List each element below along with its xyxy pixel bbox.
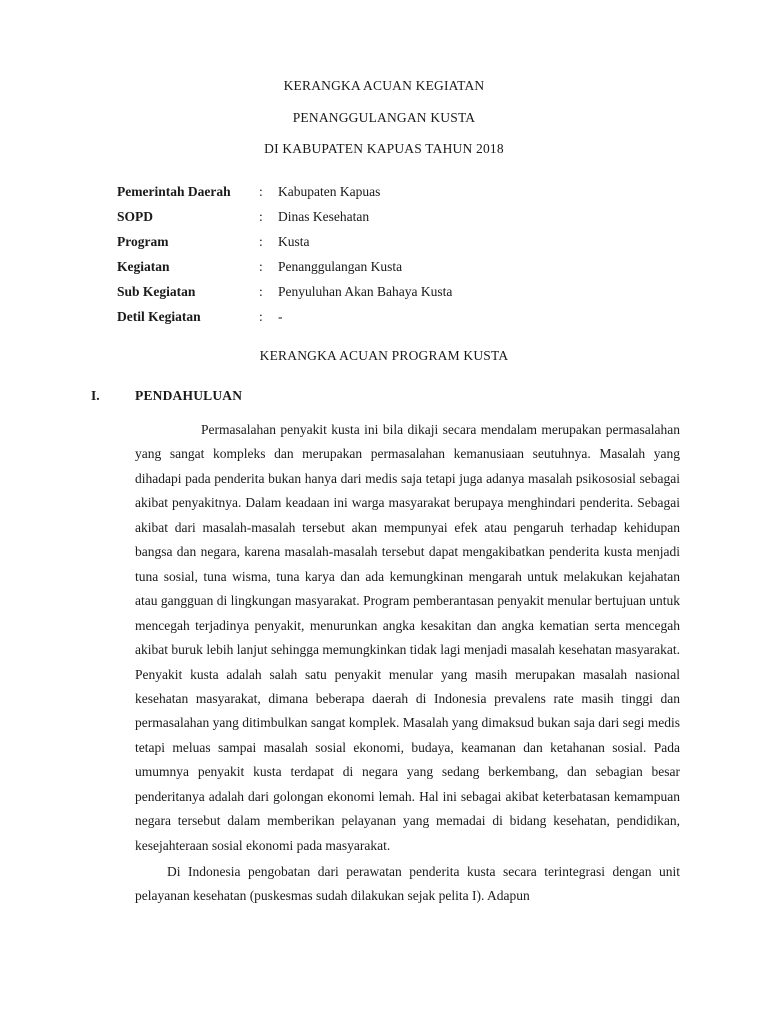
meta-value: Penanggulangan Kusta bbox=[278, 259, 403, 274]
document-title-line-3: DI KABUPATEN KAPUAS TAHUN 2018 bbox=[264, 141, 504, 156]
meta-row-pemerintah-daerah bbox=[0, 184, 768, 202]
meta-colon: : bbox=[259, 309, 263, 324]
meta-value: Dinas Kesehatan bbox=[278, 209, 370, 224]
meta-label: SOPD bbox=[117, 209, 154, 224]
section-number: I. bbox=[91, 388, 100, 403]
meta-value: Penyuluhan Akan Bahaya Kusta bbox=[278, 284, 453, 299]
meta-row-sub-kegiatan bbox=[0, 284, 768, 302]
meta-row-sopd bbox=[0, 209, 768, 227]
meta-label: Sub Kegiatan bbox=[117, 284, 196, 299]
meta-colon: : bbox=[259, 259, 263, 274]
meta-colon: : bbox=[259, 284, 263, 299]
program-subtitle: KERANGKA ACUAN PROGRAM KUSTA bbox=[259, 348, 509, 363]
meta-row-detil-kegiatan bbox=[0, 309, 768, 327]
meta-value: - bbox=[278, 309, 283, 324]
meta-label: Detil Kegiatan bbox=[117, 309, 201, 324]
meta-label: Program bbox=[117, 234, 169, 249]
meta-colon: : bbox=[259, 234, 263, 249]
body-paragraph-1: Permasalahan penyakit kusta ini bila dikaji secara mendalam merupakan permasalahan yang sangat kompleks dan merupakan permasalahan kemanusiaan seutuhnya. Masalah yang dihadapi pada penderita bukan hanya dari medis saja tetapi juga adanya masalah psikososial sebagai akibat penyakitnya. Dalam keadaan ini warga masyarakat berupaya menghindari penderita. Sebagai akibat dari masalah-masalah tersebut akan mempunyai efek atau pengaruh terhadap kehidupan bangsa dan negara, karena masalah-masalah tersebut dapat mengakibatkan penderita kusta menjadi tuna sosial, tuna wisma, tuna karya dan ada kemungkinan mengarah untuk melakukan kejahatan atau gangguan di lingkungan masyarakat. Program pemberantasan penyakit menular bertujuan untuk mencegah terjadinya penyakit, menurunkan angka kesakitan dan angka kematian serta mencegah akibat buruk lebih lanjut sehingga memungkinkan tidak lagi menjadi masalah kesehatan masyarakat. Penyakit kusta adalah salah satu penyakit menular yang masih merupakan masalah nasional kesehatan masyarakat, dimana beberapa daerah di Indonesia prevalens rate masih tinggi dan permasalahan yang ditimbulkan sangat komplek. Masalah yang dimaksud bukan saja dari segi medis tetapi meluas sampai masalah sosial ekonomi, budaya, keamanan dan ketahanan sosial. Pada umumnya penyakit kusta terdapat di negara yang sedang berkembang, dan sebagian besar penderitanya adalah dari golongan ekonomi lemah. Hal ini sebagai akibat keterbatasan kemampuan negara tersebut dalam memberikan pelayanan yang memadai di bidang kesehatan, pendidikan, kesejahteraan sosial ekonomi pada masyarakat. bbox=[135, 422, 680, 853]
meta-colon: : bbox=[259, 209, 263, 224]
meta-label: Kegiatan bbox=[117, 259, 170, 274]
meta-row-kegiatan bbox=[0, 259, 768, 277]
document-title-line-1: KERANGKA ACUAN KEGIATAN bbox=[283, 78, 485, 93]
section-heading: PENDAHULUAN bbox=[135, 388, 243, 403]
meta-row-program bbox=[0, 234, 768, 252]
meta-value: Kabupaten Kapuas bbox=[278, 184, 381, 199]
meta-value: Kusta bbox=[278, 234, 310, 249]
document-title-line-2: PENANGGULANGAN KUSTA bbox=[292, 110, 476, 125]
meta-label: Pemerintah Daerah bbox=[117, 184, 231, 199]
body-paragraph-2: Di Indonesia pengobatan dari perawatan penderita kusta secara terintegrasi dengan unit pelayanan kesehatan (puskesmas sudah dilakukan sejak pelita I). Adapun bbox=[135, 864, 680, 904]
meta-colon: : bbox=[259, 184, 263, 199]
